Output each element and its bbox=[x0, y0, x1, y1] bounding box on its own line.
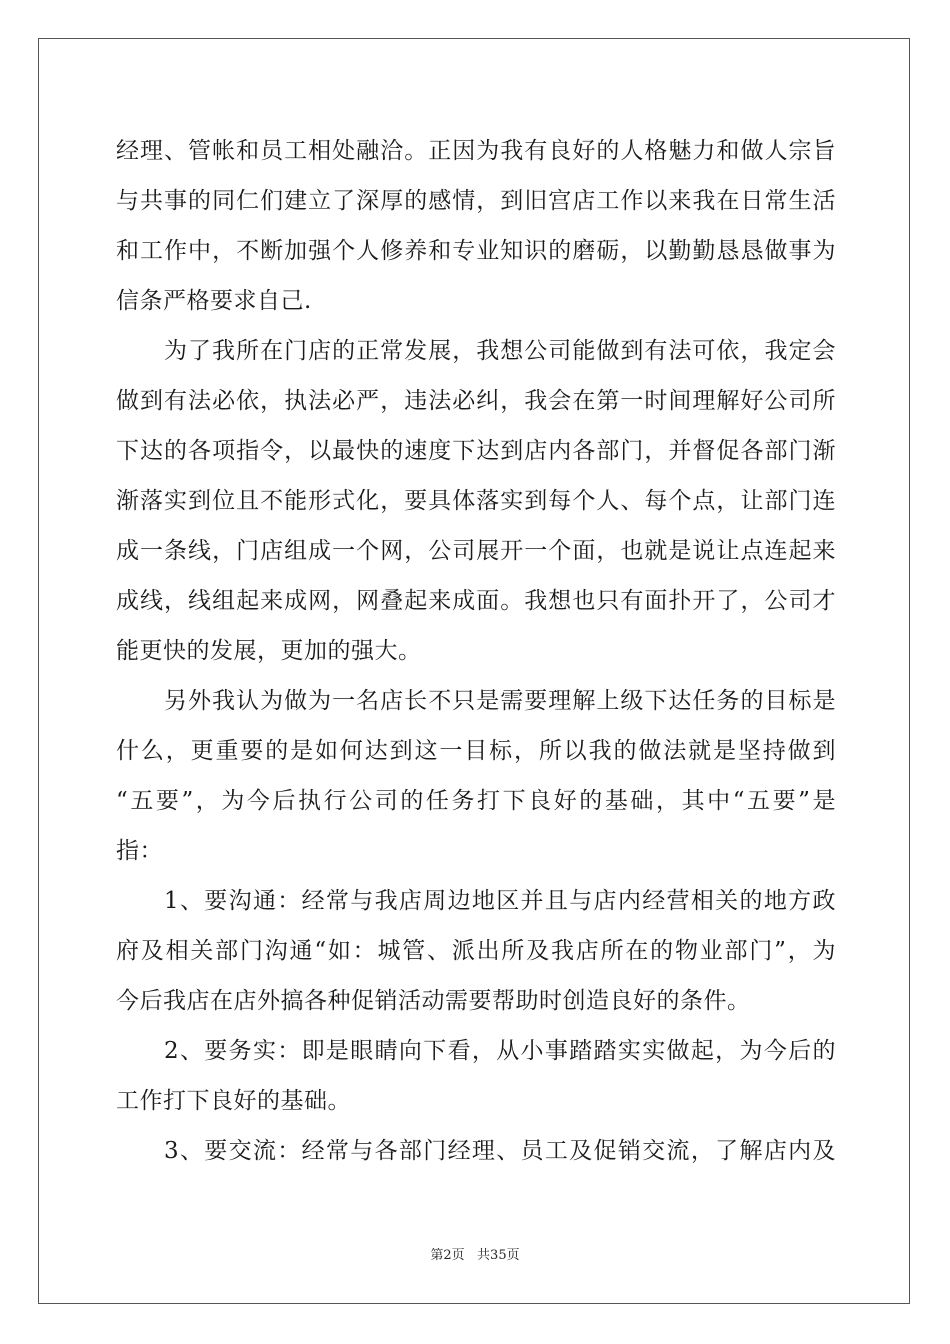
text-line: 渐落实到位且不能形式化，要具体落实到每个人、每个点，让部门连 bbox=[116, 488, 836, 514]
text-line: 成线，线组起来成网，网叠起来成面。我想也只有面扑开了，公司才 bbox=[116, 588, 836, 614]
document-body bbox=[116, 126, 836, 1176]
text-line: 做到有法必依，执法必严，违法必纠，我会在第一时间理解好公司所 bbox=[116, 388, 836, 414]
paragraph-first-line: 2、要务实：即是眼睛向下看，从小事踏踏实实做起，为今后的 bbox=[164, 1038, 836, 1064]
paragraph-first-line: 3、要交流：经常与各部门经理、员工及促销交流，了解店内及 bbox=[164, 1138, 836, 1164]
text-line: 什么，更重要的是如何达到这一目标，所以我的做法就是坚持做到 bbox=[116, 738, 836, 764]
text-line: 信条严格要求自己. bbox=[116, 288, 312, 314]
text-line: “五要”，为今后执行公司的任务打下良好的基础，其中“五要”是 bbox=[116, 788, 836, 814]
paragraph-first-line: 另外我认为做为一名店长不只是需要理解上级下达任务的目标是 bbox=[164, 688, 836, 714]
text-line: 能更快的发展，更加的强大。 bbox=[116, 638, 422, 664]
text-line: 成一条线，门店组成一个网，公司展开一个面，也就是说让点连起来 bbox=[116, 538, 836, 564]
text-line: 和工作中，不断加强个人修养和专业知识的磨砺，以勤勤恳恳做事为 bbox=[116, 238, 836, 264]
text-line: 府及相关部门沟通“如：城管、派出所及我店所在的物业部门”，为 bbox=[116, 938, 836, 964]
paragraph-first-line: 1、要沟通：经常与我店周边地区并且与店内经营相关的地方政 bbox=[164, 888, 836, 914]
paragraph-first-line: 为了我所在门店的正常发展，我想公司能做到有法可依，我定会 bbox=[164, 338, 836, 364]
text-line: 下达的各项指令，以最快的速度下达到店内各部门，并督促各部门渐 bbox=[116, 438, 836, 464]
page-number-footer: 第2页 共35页 bbox=[430, 1248, 520, 1263]
text-line: 今后我店在店外搞各种促销活动需要帮助时创造良好的条件。 bbox=[116, 988, 751, 1014]
text-line: 与共事的同仁们建立了深厚的感情，到旧宫店工作以来我在日常生活 bbox=[116, 188, 836, 214]
text-line: 指： bbox=[116, 838, 163, 864]
text-line: 经理、管帐和员工相处融洽。正因为我有良好的人格魅力和做人宗旨 bbox=[116, 138, 836, 164]
text-line: 工作打下良好的基础。 bbox=[116, 1088, 351, 1114]
